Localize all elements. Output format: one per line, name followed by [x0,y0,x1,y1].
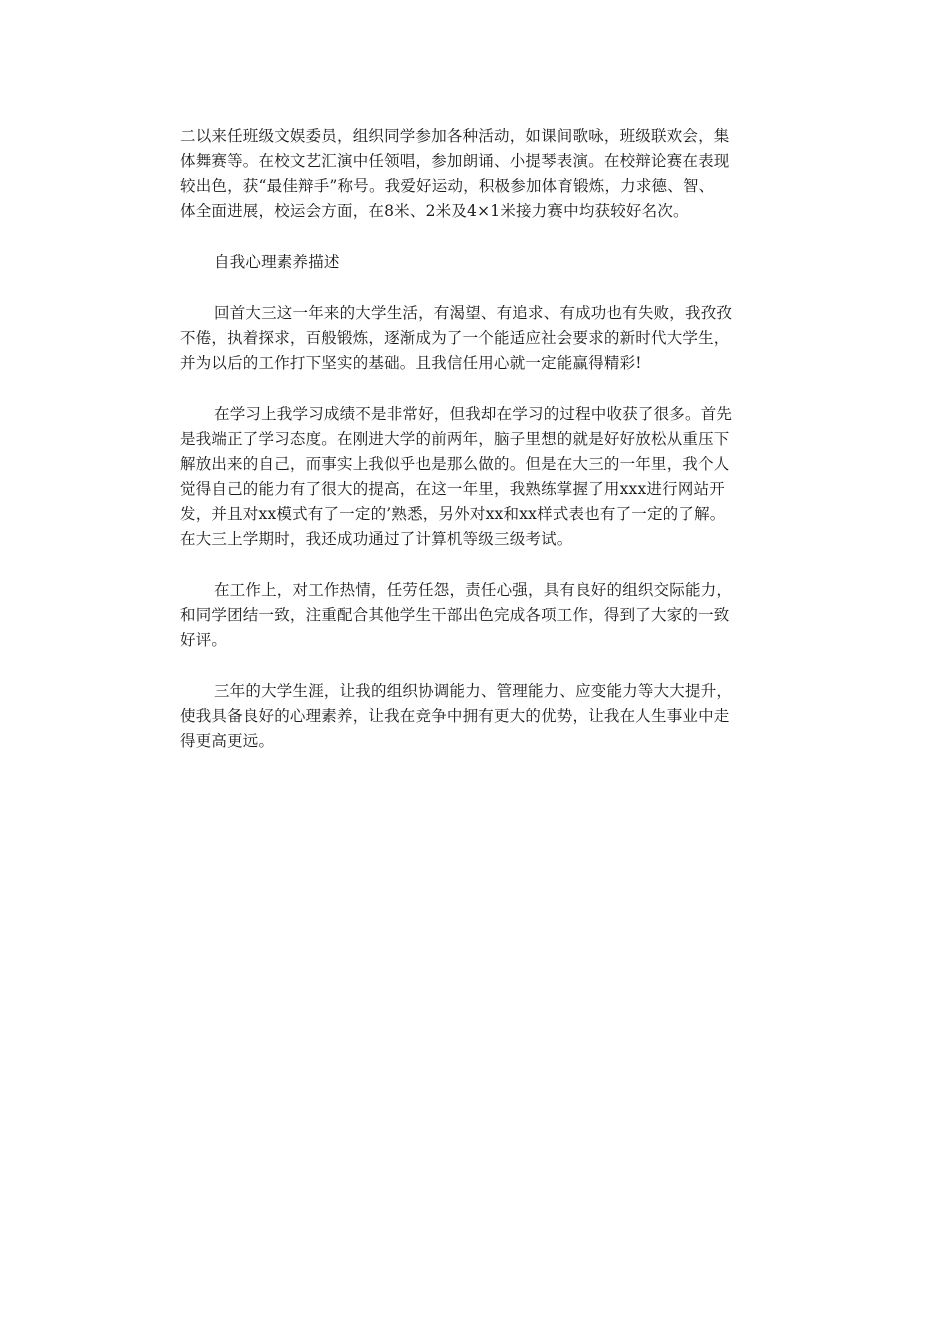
text-line: 好评。 [180,631,228,649]
paragraph-gap [180,376,780,402]
text-line: 并为以后的工作打下坚实的基础。且我信任用心就一定能赢得精彩! [180,354,642,372]
text-line: 使我具备良好的心理素养，让我在竞争中拥有更大的优势，让我在人生事业中走 [180,707,730,725]
paragraph-gap [180,552,780,578]
paragraph-gap [180,224,780,250]
text-line: 三年的大学生涯，让我的组织协调能力、管理能力、应变能力等大大提升， [214,682,733,700]
paragraph-gap [180,275,780,301]
paragraph-gap [180,653,780,679]
section-heading [180,250,780,275]
text-line: 回首大三这一年来的大学生活，有渴望、有追求、有成功也有失败，我孜孜 [214,304,733,322]
text-line: 不倦，执着探求，百般锻炼，逐渐成为了一个能适应社会要求的新时代大学生， [180,329,730,347]
paragraph-work [180,578,780,653]
text-line: 觉得自己的能力有了很大的提高，在这一年里，我熟练掌握了用xxx进行网站开 [180,480,725,498]
paragraph-summary [180,679,780,754]
text-line: 解放出来的自己，而事实上我似乎也是那么做的。但是在大三的一年里，我个人 [180,455,730,473]
text-line: 在大三上学期时，我还成功通过了计算机等级三级考试。 [180,530,573,548]
text-line: 和同学团结一致，注重配合其他学生干部出色完成各项工作，得到了大家的一致 [180,606,730,624]
text-line: 在学习上我学习成绩不是非常好，但我却在学习的过程中收获了很多。首先 [214,405,733,423]
text-line: 在工作上，对工作热情，任劳任怨，责任心强，具有良好的组织交际能力， [214,581,733,599]
paragraph-review [180,301,780,376]
text-line: 体舞赛等。在校文艺汇演中任领唱，参加朗诵、小提琴表演。在校辩论赛在表现 [180,152,730,170]
heading-text: 自我心理素养描述 [214,253,340,271]
text-line: 发，并且对xx模式有了一定的’熟悉，另外对xx和xx样式表也有了一定的了解。 [180,505,726,523]
paragraph-study [180,402,780,552]
text-line: 得更高更远。 [180,732,275,750]
text-line: 较出色，获“最佳辩手”称号。我爱好运动，积极参加体育锻炼，力求德、智、 [180,177,715,195]
text-line: 二以来任班级文娱委员，组织同学参加各种活动，如课间歌咏，班级联欢会，集 [180,127,730,145]
text-line: 是我端正了学习态度。在刚进大学的前两年，脑子里想的就是好好放松从重压下 [180,430,730,448]
text-line: 体全面进展，校运会方面，在8米、2米及4×1米接力赛中均获较好名次。 [180,202,689,220]
paragraph-activities [180,124,780,224]
document-body [180,124,780,754]
